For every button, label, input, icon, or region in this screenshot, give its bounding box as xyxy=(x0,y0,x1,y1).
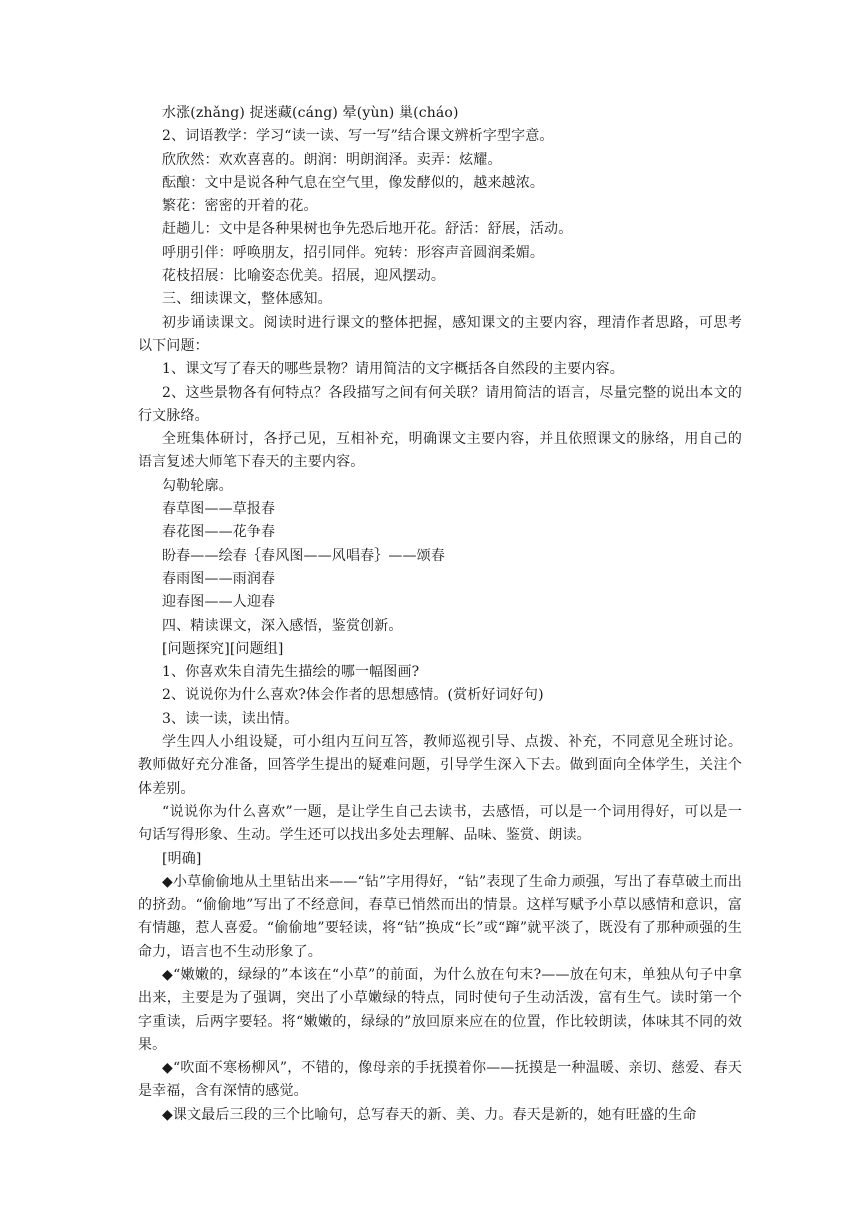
vocab-teaching-heading: 2、词语教学：学习“读一读、写一写”结合课文辨析字型字意。 xyxy=(162,128,554,145)
question-item: 2、这些景物各有何特点？各段描写之间有何关联？请用简洁的语言，尽量完整的说出本文的行文脉络。 xyxy=(138,384,742,424)
outline-item: 迎春图——人迎春 xyxy=(162,594,276,611)
body-paragraph: “说说你为什么喜欢”一题，是让学生自己去读书，去感悟，可以是一个词用得好，可以是一句话写得形象、生动。学生还可以找出多处去理解、品味、鉴赏、朗读。 xyxy=(138,803,742,844)
vocab-definition: 酝酿：文中是说各种气息在空气里，像发酵似的，越来越浓。 xyxy=(162,174,545,191)
analysis-paragraph: ◆“嫩嫩的，绿绿的”本该在“小草”的前面，为什么放在句末?——放在句末，单独从句子中拿出来，主要是为了强调，突出了小草嫩绿的特点，同时使句子生动活泼，富有生气。读时第一个字重读，后两字要轻。将“嫩嫩的，绿绿的”放回原来应在的位置，作比较朗读，体味其不同的效果。 xyxy=(138,966,742,1053)
vocab-definition: 花枝招展：比喻姿态优美。招展，迎风摆动。 xyxy=(162,268,445,285)
analysis-paragraph: ◆小草偷偷地从土里钻出来——“钻”字用得好，“钻”表现了生命力顽强，写出了春草破土而出的挤劲。“偷偷地”写出了不经意间，春草已悄然而出的情景。这样写赋予小草以感情和意识，富有情趣，惹人喜爱。“偷偷地”要轻读，将“钻”换成“长”或“蹿”就平淡了，既没有了那种顽强的生命力，语言也不生动形象了。 xyxy=(138,873,742,960)
body-paragraph: 学生四人小组设疑，可小组内互问互答，教师巡视引导、点拨、补充，不同意见全班讨论。教师做好充分准备，回答学生提出的疑难问题，引导学生深入下去。做到面向全体学生，关注个体差别。 xyxy=(138,734,742,797)
analysis-paragraph: ◆课文最后三段的三个比喻句，总写春天的新、美、力。春天是新的，她有旺盛的生命 xyxy=(162,1106,697,1123)
analysis-paragraph: ◆“吹面不寒杨柳风”，不错的，像母亲的手抚摸着你——抚摸是一种温暖、亲切、慈爱、春天是幸福，含有深情的感觉。 xyxy=(138,1060,742,1100)
outline-item: 春草图——草报春 xyxy=(162,501,276,518)
outline-heading: 勾勒轮廓。 xyxy=(162,477,233,494)
pinyin-line: 水涨(zhǎng) 捉迷藏(cáng) 晕(yùn) 巢(cháo) xyxy=(162,105,459,121)
body-paragraph: 初步诵读课文。阅读时进行课文的整体把握，感知课文的主要内容，理清作者思路，可思考以下问题： xyxy=(138,314,742,354)
question-item: 1、你喜欢朱自清先生描绘的哪一幅图画? xyxy=(162,664,420,681)
document-body xyxy=(138,102,742,1127)
vocab-definition: 呼朋引伴：呼唤朋友，招引同伴。宛转：形容声音圆润柔媚。 xyxy=(162,244,545,261)
section-heading: 三、细读课文，整体感知。 xyxy=(162,291,332,308)
section-heading: 四、精读课文，深入感悟，鉴赏创新。 xyxy=(162,617,403,634)
outline-item: 盼春——绘春｛春风图——风唱春｝——颂春 xyxy=(162,547,445,564)
clarify-label: [明确] xyxy=(162,850,202,867)
vocab-definition: 繁花：密密的开着的花。 xyxy=(162,198,318,215)
question-item: 1、课文写了春天的哪些景物？请用简洁的文字概括各自然段的主要内容。 xyxy=(162,361,624,378)
outline-item: 春雨图——雨润春 xyxy=(162,570,276,587)
question-group-label: [问题探究][问题组] xyxy=(162,640,284,657)
question-item: 3、读一读，读出情。 xyxy=(162,710,299,727)
body-paragraph: 全班集体研讨，各抒己见，互相补充，明确课文主要内容，并且依照课文的脉络，用自己的语言复述大师笔下春天的主要内容。 xyxy=(138,431,742,471)
question-item: 2、说说你为什么喜欢?体会作者的思想感情。(赏析好词好句) xyxy=(162,687,544,704)
vocab-definition: 赶趟儿：文中是各种果树也争先恐后地开花。舒活：舒展，活动。 xyxy=(162,221,573,238)
outline-item: 春花图——花争春 xyxy=(162,524,276,541)
vocab-definition: 欣欣然：欢欢喜喜的。朗润：明朗润泽。卖弄：炫耀。 xyxy=(162,151,502,168)
